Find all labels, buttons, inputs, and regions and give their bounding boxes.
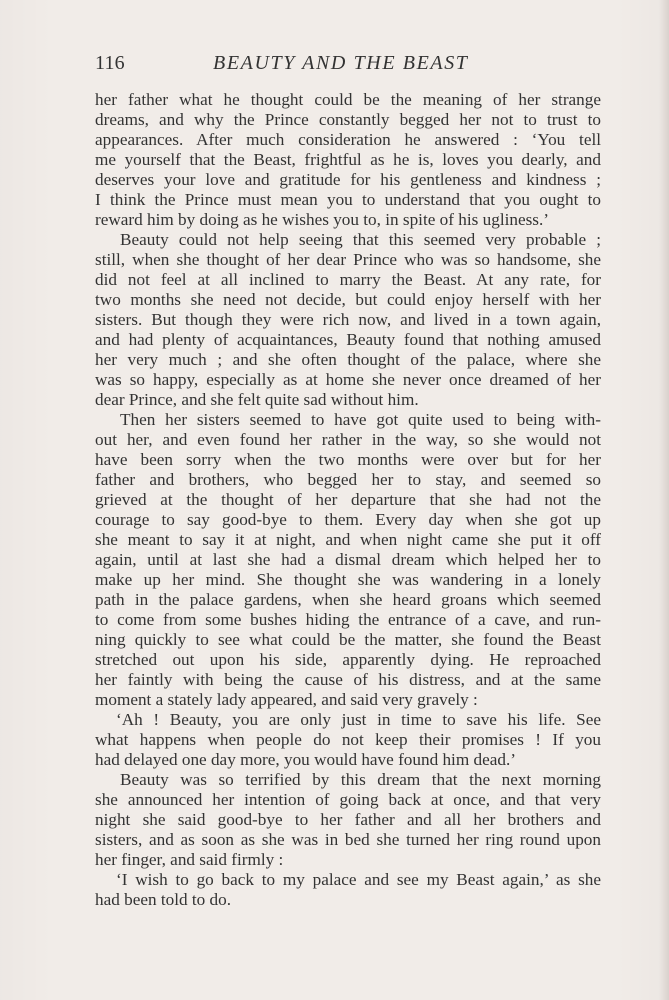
text-line: her finger, and said firmly : (95, 850, 284, 869)
text-line: Beauty could not help seeing that this seemed very probable ; (120, 230, 601, 249)
text-line: was so happy, especially as at home she never once dreamed of her (95, 370, 601, 389)
text-line: ‘I wish to go back to my palace and see my Beast again,’ as she (116, 870, 601, 889)
text-line: to come from some bushes hiding the entrance of a cave, and run- (95, 610, 601, 629)
text-line: Beauty was so terrified by this dream that the next morning (120, 770, 601, 789)
text-line: have been sorry when the two months were over but for her (95, 450, 601, 469)
text-line: father and brothers, who begged her to stay, and seemed so (95, 470, 601, 489)
text-line: ning quickly to see what could be the matter, she found the Beast (95, 630, 601, 649)
text-line: her father what he thought could be the meaning of her strange (95, 90, 601, 109)
page-number: 116 (95, 52, 125, 74)
text-line: moment a stately lady appeared, and said very gravely : (95, 690, 478, 709)
text-line: did not feel at all inclined to marry the Beast. At any rate, for (95, 270, 601, 289)
text-line: she announced her intention of going back at once, and that very (95, 790, 601, 809)
text-line: what happens when people do not keep their promises ! If you (95, 730, 601, 749)
text-line: reward him by doing as he wishes you to, in spite of his ugliness.’ (95, 210, 549, 229)
text-line: she meant to say it at night, and when night came she put it off (95, 530, 601, 549)
text-line: path in the palace gardens, when she heard groans which seemed (95, 590, 601, 609)
text-line: her very much ; and she often thought of the palace, where she (95, 350, 601, 369)
text-line: had delayed one day more, you would have found him dead.’ (95, 750, 516, 769)
text-line: ‘Ah ! Beauty, you are only just in time to save his life. See (116, 710, 601, 729)
text-line: make up her mind. She thought she was wandering in a lonely (95, 570, 601, 589)
running-header (95, 52, 605, 78)
text-line: Then her sisters seemed to have got quite used to being with- (120, 410, 601, 429)
text-line: still, when she thought of her dear Prince who was so handsome, she (95, 250, 601, 269)
text-line: and had plenty of acquaintances, Beauty found that nothing amused (95, 330, 601, 349)
text-line: her faintly with being the cause of his distress, and at the same (95, 670, 601, 689)
running-title: BEAUTY AND THE BEAST (213, 52, 469, 74)
text-line: stretched out upon his side, apparently dying. He reproached (95, 650, 601, 669)
text-line: me yourself that the Beast, frightful as he is, loves you dearly, and (95, 150, 601, 169)
text-line: appearances. After much consideration he answered : ‘You tell (95, 130, 601, 149)
text-line: dear Prince, and she felt quite sad without him. (95, 390, 419, 409)
text-line: courage to say good-bye to them. Every day when she got up (95, 510, 601, 529)
text-line: night she said good-bye to her father and all her brothers and (95, 810, 601, 829)
text-line: dreams, and why the Prince constantly begged her not to trust to (95, 110, 601, 129)
text-line: out her, and even found her rather in the way, so she would not (95, 430, 601, 449)
body-text (95, 90, 601, 910)
text-line: two months she need not decide, but could enjoy herself with her (95, 290, 601, 309)
text-line: again, until at last she had a dismal dream which helped her to (95, 550, 601, 569)
page-edge-shading (659, 0, 669, 1000)
text-line: had been told to do. (95, 890, 232, 909)
text-line: deserves your love and gratitude for his gentleness and kindness ; (95, 170, 601, 189)
text-line: I think the Prince must mean you to understand that you ought to (95, 190, 601, 209)
text-line: grieved at the thought of her departure that she had not the (95, 490, 601, 509)
text-line: sisters, and as soon as she was in bed she turned her ring round upon (95, 830, 601, 849)
text-line: sisters. But though they were rich now, and lived in a town again, (95, 310, 601, 329)
